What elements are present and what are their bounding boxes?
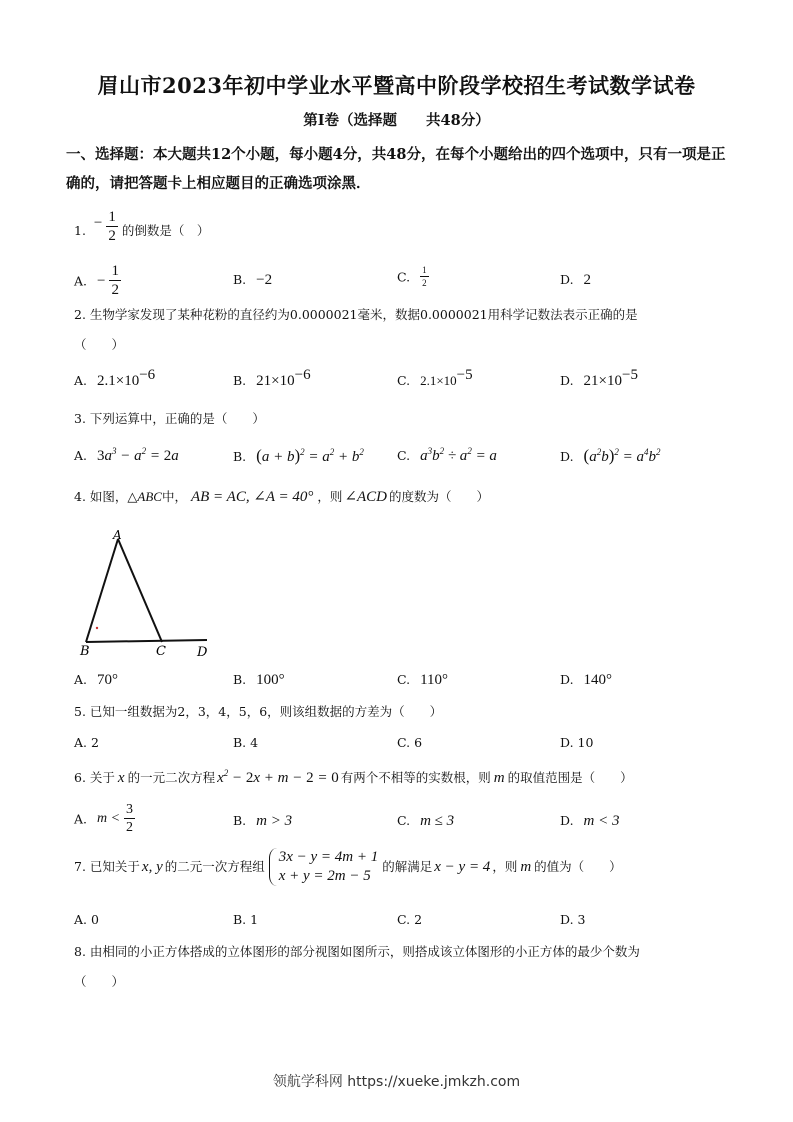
q1-option-a[interactable]: A. − $\frac{1}{2}$ — [74, 263, 119, 298]
q4-option-a[interactable]: A. 70° — [74, 672, 118, 688]
q5-option-d[interactable]: D. 10 — [560, 735, 594, 750]
q1-option-c[interactable]: C. $\frac{1}{2}$ — [397, 265, 427, 288]
point-c-label: C — [156, 644, 166, 659]
q7-option-b[interactable]: B. 1 — [233, 912, 259, 927]
question-6: 6. 关于 x 的一元二次方程 $x^2 - 2x + m - 2 = 0$ 有两个不相等的实数根，则 m 的取值范围是（ ） — [74, 768, 633, 786]
q6-option-a[interactable]: A. m < $\frac{3}{2}$ — [74, 802, 134, 835]
q4-option-c[interactable]: C. 110° — [397, 672, 449, 688]
equation-system: 3x − y = 4m + 1 x + y = 2m − 5 — [269, 848, 379, 886]
page-title: 眉山市2023年初中学业水平暨高中阶段学校招生考试数学试卷 — [97, 73, 696, 98]
q7-option-a[interactable]: A. 0 — [74, 912, 99, 927]
q3-option-b[interactable]: B. $(a + b)^2 = a^2 + b^2$ — [233, 446, 364, 465]
section-subtitle: 第Ⅰ卷（选择题 共48分） — [303, 112, 490, 129]
q3-option-a[interactable]: A. $3a^3 - a^2 = 2a$ — [74, 446, 179, 464]
point-a-label: A — [113, 528, 122, 542]
question-2-paren: （ ） — [74, 337, 125, 352]
q5-option-c[interactable]: C. 6 — [397, 735, 423, 750]
q4-option-d[interactable]: D. 140° — [560, 672, 613, 688]
triangle-figure — [76, 525, 216, 665]
q1-option-b[interactable]: B. −2 — [233, 272, 273, 288]
fraction: $\frac{1}{2}$ — [108, 209, 116, 244]
line-bd — [86, 640, 207, 642]
q6-option-b[interactable]: B. m > 3 — [233, 813, 293, 829]
footer-watermark: 领航学科网 https://xueke.jmkzh.com — [272, 1074, 521, 1090]
question-3: 3. 下列运算中，正确的是（ ） — [74, 411, 265, 426]
q7-option-d[interactable]: D. 3 — [560, 912, 586, 927]
side-ac — [118, 539, 162, 642]
q2-option-d[interactable]: D. $21\times 10^{-5}$ — [560, 367, 638, 389]
side-ab — [86, 539, 118, 642]
question-4: 4. 如图，△ABC中， AB = AC, ∠A = 40° ，则 ∠ACD 的度数为（ ） — [74, 489, 490, 505]
question-number: 1. — [74, 223, 86, 238]
q4-option-b[interactable]: B. 100° — [233, 672, 285, 688]
question-text: 的倒数是（ ） — [121, 223, 210, 238]
q2-option-c[interactable]: C. $2.1\times 10^{-5}$ — [397, 367, 473, 388]
point-d-label: D — [197, 645, 208, 660]
brace-icon — [269, 848, 278, 886]
q3-option-d[interactable]: D. $(a^2b)^2 = a^4b^2$ — [560, 446, 661, 465]
q6-option-d[interactable]: D. m < 3 — [560, 813, 620, 829]
question-8: 8. 由相同的小正方体搭成的立体图形的部分视图如图所示，则搭成该立体图形的小正方体的最少个数为 — [74, 944, 640, 959]
q3-option-c[interactable]: C. $a^3b^2 \div a^2 = a$ — [397, 446, 497, 464]
q7-option-c[interactable]: C. 2 — [397, 912, 423, 927]
q5-option-a[interactable]: A. 2 — [74, 735, 99, 750]
q6-option-c[interactable]: C. m ≤ 3 — [397, 813, 455, 829]
question-8-paren: （ ） — [74, 974, 125, 989]
question-2: 2. 生物学家发现了某种花粉的直径约为0.0000021毫米，数据0.0000021用科学记数法表示正确的是 — [74, 307, 638, 322]
question-1: 1. − $\frac{1}{2}$ 的倒数是（ ） — [74, 209, 210, 244]
question-5: 5. 已知一组数据为2，3，4，5，6，则该组数据的方差为（ ） — [74, 704, 443, 719]
q5-option-b[interactable]: B. 4 — [233, 735, 259, 750]
q2-option-a[interactable]: A. $2.1\times 10^{-6}$ — [74, 367, 156, 389]
q1-option-d[interactable]: D. 2 — [560, 272, 592, 288]
q2-option-b[interactable]: B. $21\times 10^{-6}$ — [233, 367, 311, 389]
mark-dot — [96, 627, 98, 629]
point-b-label: B — [80, 644, 90, 659]
question-7: 7. 已知关于 x, y 的二元一次方程组 3x − y = 4m + 1 x + y = 2m − 5 的解满足 x − y = 4 ，则 m 的值为（ ） — [74, 849, 622, 884]
section-instructions: 一、选择题：本大题共12个小题，每小题4分，共48分，在每个小题给出的四个选项中，只有一项是正确的，请把答题卡上相应题目的正确选项涂黑． — [66, 146, 726, 192]
